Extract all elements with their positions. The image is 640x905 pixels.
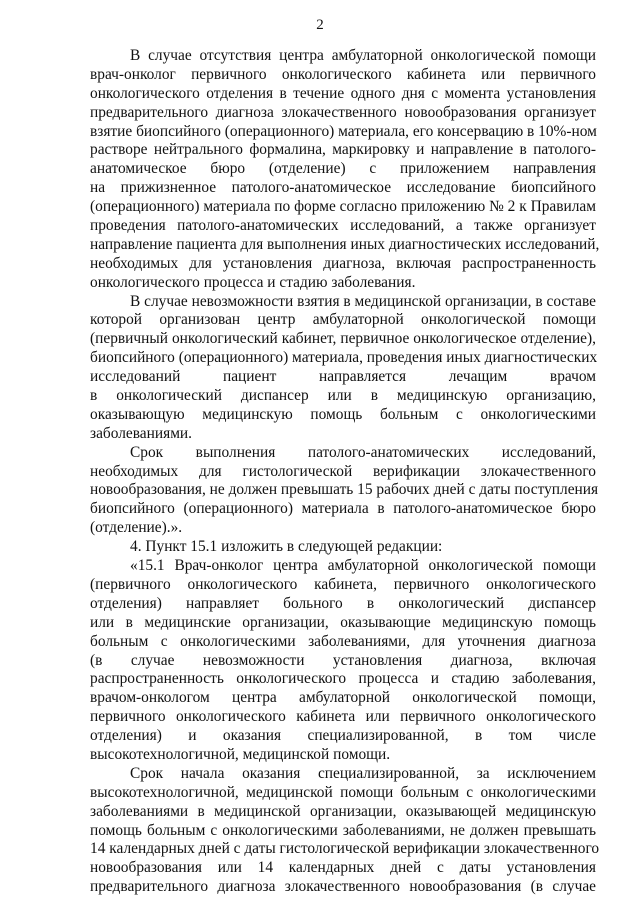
page-number: 2 — [316, 17, 324, 33]
text-line: высокотехнологичной, медицинской помощи. — [90, 745, 391, 763]
text-line: исследований пациент направляется лечащим врачом — [90, 368, 596, 386]
text-line: (первичного онкологического кабинета, первичного онкологического — [90, 575, 596, 593]
text-line: предварительного диагноза злокачественного новообразования (в случае — [90, 878, 596, 896]
paragraph — [90, 557, 596, 765]
text-line: высокотехнологичной, медицинской помощи больным с онкологическими — [90, 783, 596, 801]
text-line: распространенность онкологического процесса и стадию заболевания, — [90, 670, 596, 688]
text-line: В случае отсутствия центра амбулаторной онкологической помощи — [130, 47, 596, 64]
text-line: «15.1 Врач-онколог центра амбулаторной онкологической помощи — [130, 557, 596, 575]
text-line: или в медицинские организации, оказывающие медицинскую помощь — [90, 613, 596, 631]
text-line: новообразования, не должен превышать 15 рабочих дней с даты поступления — [90, 481, 599, 499]
text-line: биопсийного (операционного) материала в патолого-анатомическое бюро — [90, 500, 596, 518]
text-line: проведения патолого-анатомических исследований, а также организует — [90, 217, 596, 235]
text-line: В случае невозможности взятия в медицинской организации, в составе — [130, 292, 596, 310]
text-line: 14 календарных дней с даты гистологической верификации злокачественного — [90, 840, 600, 858]
text-line: необходимых для установления диагноза, включая распространенность — [90, 254, 596, 272]
text-line: направление пациента для выполнения иных диагностических исследований, — [90, 235, 600, 253]
text-line: растворе нейтрального формалина, маркировку и направление в патолого- — [90, 141, 596, 159]
text-line: заболеваниями. — [90, 424, 193, 442]
text-line: в онкологический диспансер или в медицинскую организацию, — [90, 387, 596, 405]
text-line: первичного онкологического кабинета или первичного онкологического — [90, 708, 596, 726]
text-line: 4. Пункт 15.1 изложить в следующей редакции: — [130, 538, 443, 556]
text-line: взятие биопсийного (операционного) материала, его консервацию в 10%-ном — [90, 122, 597, 140]
text-line: новообразования или 14 календарных дней с даты установления — [90, 859, 596, 877]
text-line: онкологического процесса и стадию заболевания. — [90, 273, 416, 291]
text-line: (отделение).». — [90, 519, 183, 537]
text-line: Срок выполнения патолого-анатомических исследований, — [130, 443, 596, 461]
paragraph — [90, 443, 599, 538]
text-line: (первичный онкологический кабинет, первичное онкологическое отделение), — [90, 330, 596, 348]
text-line: оказывающую медицинскую помощь больным с онкологическими — [90, 405, 596, 423]
text-line: врач-онколог первичного онкологического кабинета или первичного — [90, 65, 596, 83]
paragraph — [90, 293, 596, 444]
text-line: предварительного диагноза злокачественного новообразования организует — [90, 103, 596, 121]
paragraph — [90, 47, 600, 293]
text-line: помощь больным с онкологическими заболеваниями, не должен превышать — [90, 821, 596, 839]
text-line: Срок начала оказания специализированной, за исключением — [130, 764, 596, 782]
text-line: анатомическое бюро (отделение) с приложением направления — [90, 160, 596, 178]
text-line: онкологического отделения в течение одного дня с момента установления — [90, 84, 596, 102]
text-line: которой организован центр амбулаторной онкологической помощи — [90, 311, 596, 329]
text-line: заболеваниями в медицинской организации, оказывающей медицинскую — [90, 802, 596, 820]
text-line: отделения) направляет больного в онкологический диспансер — [90, 594, 596, 612]
text-line: (операционного) материала по форме согласно приложению № 2 к Правилам — [90, 198, 596, 216]
text-line: больным с онкологическими заболеваниями, для уточнения диагноза — [90, 632, 596, 650]
paragraph — [90, 764, 600, 897]
text-line: на прижизненное патолого-анатомическое исследование биопсийного — [90, 179, 596, 197]
text-line: необходимых для гистологической верификации злокачественного — [90, 462, 596, 480]
text-line: врачом-онкологом центра амбулаторной онкологической помощи, — [90, 689, 596, 707]
paragraph — [90, 538, 596, 557]
text-line: биопсийного (операционного) материала, проведения иных диагностических — [90, 349, 598, 367]
text-line: отделения) и оказания специализированной, в том числе — [90, 727, 596, 745]
text-line: (в случае невозможности установления диагноза, включая — [90, 651, 596, 669]
document-body — [90, 47, 600, 897]
